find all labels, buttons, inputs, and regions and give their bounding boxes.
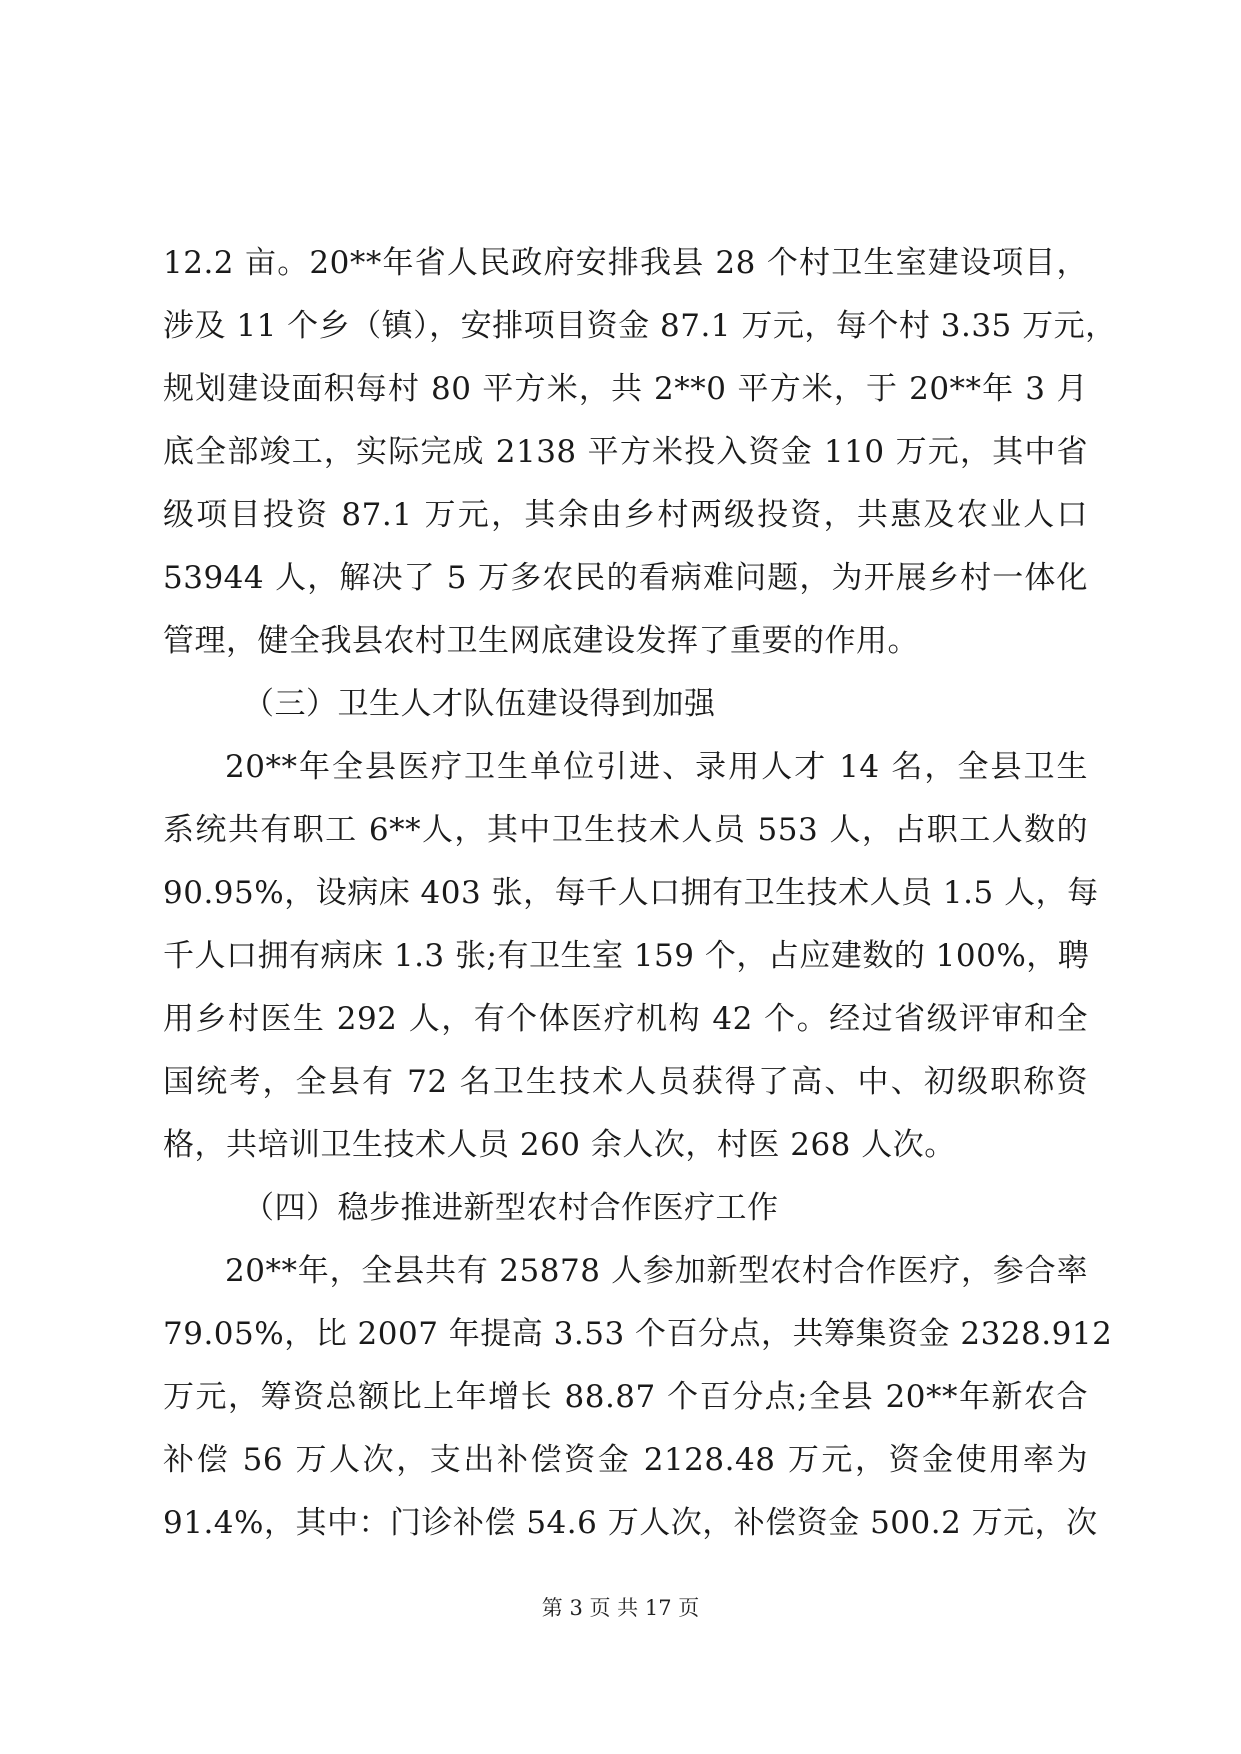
text-line: 12.2 亩。20**年省人民政府安排我县 28 个村卫生室建设项目， (163, 245, 1088, 281)
paragraph-3 (163, 1240, 1113, 1555)
text-line: 91.4%，其中：门诊补偿 54.6 万人次，补偿资金 500.2 万元，次 (163, 1505, 1098, 1541)
text-line: 79.05%，比 2007 年提高 3.53 个百分点，共筹集资金 2328.912 (163, 1316, 1113, 1352)
text-line: 用乡村医生 292 人，有个体医疗机构 42 个。经过省级评审和全 (163, 1001, 1088, 1037)
text-line: 20**年全县医疗卫生单位引进、录用人才 14 名，全县卫生 (225, 749, 1088, 785)
text-line: 万元，筹资总额比上年增长 88.87 个百分点;全县 20**年新农合 (163, 1379, 1088, 1415)
text-line: 20**年，全县共有 25878 人参加新型农村合作医疗，参合率 (225, 1253, 1088, 1289)
text-line: 53944 人，解决了 5 万多农民的看病难问题，为开展乡村一体化 (163, 560, 1088, 596)
text-line: 千人口拥有病床 1.3 张;有卫生室 159 个，占应建数的 100%，聘 (163, 938, 1090, 974)
text-line: 级项目投资 87.1 万元，其余由乡村两级投资，共惠及农业人口 (163, 497, 1088, 533)
text-line: 管理，健全我县农村卫生网底建设发挥了重要的作用。 (163, 623, 919, 659)
page-number-footer: 第 3 页 共 17 页 (541, 1596, 700, 1620)
text-line: 补偿 56 万人次，支出补偿资金 2128.48 万元，资金使用率为 (163, 1442, 1088, 1478)
text-line: 规划建设面积每村 80 平方米，共 2**0 平方米，于 20**年 3 月 (163, 371, 1088, 407)
section-heading-4: （四）稳步推进新型农村合作医疗工作 (243, 1190, 779, 1226)
text-line: 格，共培训卫生技术人员 260 余人次，村医 268 人次。 (163, 1127, 956, 1163)
section-heading-3: （三）卫生人才队伍建设得到加强 (243, 686, 716, 722)
text-line: 国统考，全县有 72 名卫生技术人员获得了高、中、初级职称资 (163, 1064, 1088, 1100)
paragraph-1 (163, 232, 1117, 673)
text-line: 系统共有职工 6**人，其中卫生技术人员 553 人，占职工人数的 (163, 812, 1088, 848)
text-line: 底全部竣工，实际完成 2138 平方米投入资金 110 万元，其中省 (163, 434, 1088, 470)
text-line: 90.95%，设病床 403 张，每千人口拥有卫生技术人员 1.5 人，每 (163, 875, 1099, 911)
paragraph-2 (163, 736, 1099, 1177)
document-body (163, 232, 1117, 1555)
text-line: 涉及 11 个乡（镇），安排项目资金 87.1 万元，每个村 3.35 万元， (163, 308, 1117, 344)
